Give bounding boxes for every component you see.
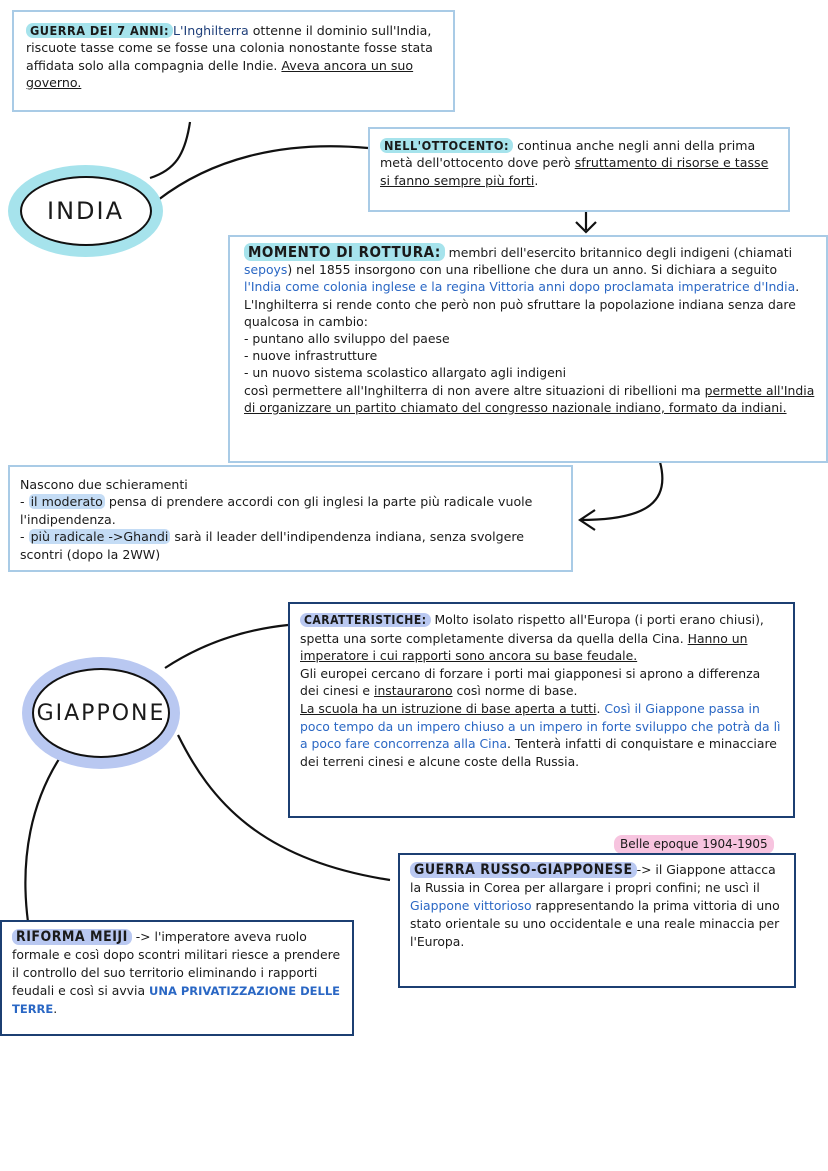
giappone-meiji-t3: . xyxy=(53,1001,58,1016)
giappone-caratteristiche-t7: . xyxy=(596,700,605,716)
giappone-meiji-box xyxy=(0,920,354,1036)
giappone-caratteristiche-t2: Hanno un imperatore i cui rapporti sono ancora su base feudale. xyxy=(300,630,748,664)
india-ottocento-box xyxy=(368,127,790,212)
giappone-meiji-title: RIFORMA MEIJI xyxy=(12,929,132,945)
giappone-caratteristiche-t8: Così il Giappone passa in poco tempo da un impero chiuso a un impero in forte sviluppo che potrà da lì a poco fare concorrenza alla Cina xyxy=(300,700,781,752)
giappone-meiji-t2: UNA PRIVATIZZAZIONE DELLE TERRE xyxy=(12,984,341,1016)
giappone-caratteristiche-t9: . Tenterà infatti di conquistare e minacciare dei terreni cinesi e alcune coste della Russia. xyxy=(300,736,777,769)
giappone-caratteristiche-box xyxy=(288,602,795,818)
india-rottura-t1: membri dell'esercito britannico degli indigeni (chiamati xyxy=(444,245,793,260)
india-schieramenti-l2b: pensa di prendere accordi con gli inglesi la parte più radicale vuole l'indipendenza. xyxy=(20,494,533,527)
arrow-ottocento-rottura xyxy=(576,212,596,232)
giappone-label: GIAPPONE xyxy=(36,700,166,726)
giappone-caratteristiche-t3: Gli europei cercano di forzare i porti mai giapponesi si aprono a differenza dei cinesi e xyxy=(300,665,761,699)
giappone-caratteristiche-t6: La scuola ha un istruzione di base aperta a tutti xyxy=(300,700,597,716)
india-ottocento-t1: continua anche negli anni della prima metà dell'ottocento dove però xyxy=(380,138,756,171)
india-guerra-t1: L'Inghilterra xyxy=(173,23,249,38)
india-rottura-t2: ) nel 1855 insorgono con una ribellione che dura un anno. Si dichiara a seguito xyxy=(287,262,778,278)
india-rottura-title: MOMENTO DI ROTTURA: xyxy=(244,243,445,261)
giappone-ellipse xyxy=(22,657,180,769)
giappone-guerra-box xyxy=(398,853,796,988)
india-rottura-sepoys: sepoys xyxy=(244,262,288,278)
line-giappone-caratteristiche xyxy=(165,625,288,668)
giappone-meiji-t1: -> l'imperatore aveva ruolo formale e così dopo scontri militari riesce a prendere il controllo del suo territorio eliminando i rapporti feudali e così si avvia xyxy=(12,929,341,998)
india-guerra-title: GUERRA DEI 7 ANNI: xyxy=(26,23,173,38)
india-ottocento-t2: sfruttamento di risorse e tasse si fanno sempre più forti xyxy=(380,155,769,188)
giappone-guerra-t2: Giappone vittorioso xyxy=(410,898,532,913)
belle-epoque-badge: Belle epoque 1904-1905 xyxy=(614,835,774,854)
giappone-guerra-t3: rappresentando la prima vittoria di uno stato orientale su uno occidentale e una reale minaccia per l'Europa. xyxy=(410,898,780,949)
india-schieramenti-l3a: - xyxy=(20,529,29,545)
india-schieramenti-l2a: - xyxy=(20,494,29,510)
india-rottura-t3: l'India come colonia inglese e la regina Vittoria anni dopo proclamata imperatrice d'India xyxy=(244,279,796,295)
india-ottocento-t3: . xyxy=(534,172,539,188)
giappone-caratteristiche-t5: così norme di base. xyxy=(452,683,578,699)
india-ellipse xyxy=(8,165,163,257)
giappone-guerra-title: GUERRA RUSSO-GIAPPONESE xyxy=(410,862,637,878)
india-guerra-t2: ottenne il dominio sull'India, riscuote tasse come se fosse una colonia nonostante fosse stata affidata solo alla compagnia delle Indie. xyxy=(26,23,433,73)
india-moderato: il moderato xyxy=(30,494,103,510)
india-rottura-b1: - puntano allo sviluppo del paese xyxy=(244,331,450,347)
india-rottura-t6: permette all'India di organizzare un partito chiamato del congresso nazionale indiano, formato da indiani. xyxy=(244,382,815,415)
line-india-guerra xyxy=(150,122,190,178)
india-label: INDIA xyxy=(46,197,124,225)
india-ottocento-title: NELL'OTTOCENTO: xyxy=(380,138,513,153)
giappone-caratteristiche-title: CARATTERISTICHE: xyxy=(300,613,431,627)
india-rottura-box xyxy=(228,235,828,463)
india-guerra-box xyxy=(12,10,455,112)
giappone-guerra-t1: -> il Giappone attacca la Russia in Corea per allargare i propri confini; ne uscì il xyxy=(410,862,776,895)
india-guerra-t3: Aveva ancora un suo governo. xyxy=(26,57,414,91)
india-rottura-b3: - un nuovo sistema scolastico allargato agli indigeni xyxy=(244,365,567,381)
india-radicale: più radicale ->Ghandi xyxy=(30,529,169,545)
india-rottura-b2: - nuove infrastrutture xyxy=(244,348,378,364)
giappone-caratteristiche-t4: instaurarono xyxy=(374,683,453,699)
line-india-ottocento xyxy=(158,146,368,200)
india-rottura-t5: così permettere all'Inghilterra di non avere altre situazioni di ribellioni ma xyxy=(244,382,705,398)
india-schieramenti-box xyxy=(8,465,573,572)
india-schieramenti-l3b: sarà il leader dell'indipendenza indiana, senza svolgere scontri (dopo la 2WW) xyxy=(20,529,525,562)
giappone-caratteristiche-t1: Molto isolato rispetto all'Europa (i porti erano chiusi), spetta una sorte completamente diversa da quella della Cina. xyxy=(300,612,764,646)
arrow-rottura-schieramenti xyxy=(580,462,662,530)
india-rottura-t4: . L'Inghilterra si rende conto che però non può sfruttare la popolazione indiana senza dare qualcosa in cambio: xyxy=(244,279,800,329)
india-schieramenti-l1: Nascono due schieramenti xyxy=(20,477,188,492)
line-giappone-meiji xyxy=(25,750,65,922)
